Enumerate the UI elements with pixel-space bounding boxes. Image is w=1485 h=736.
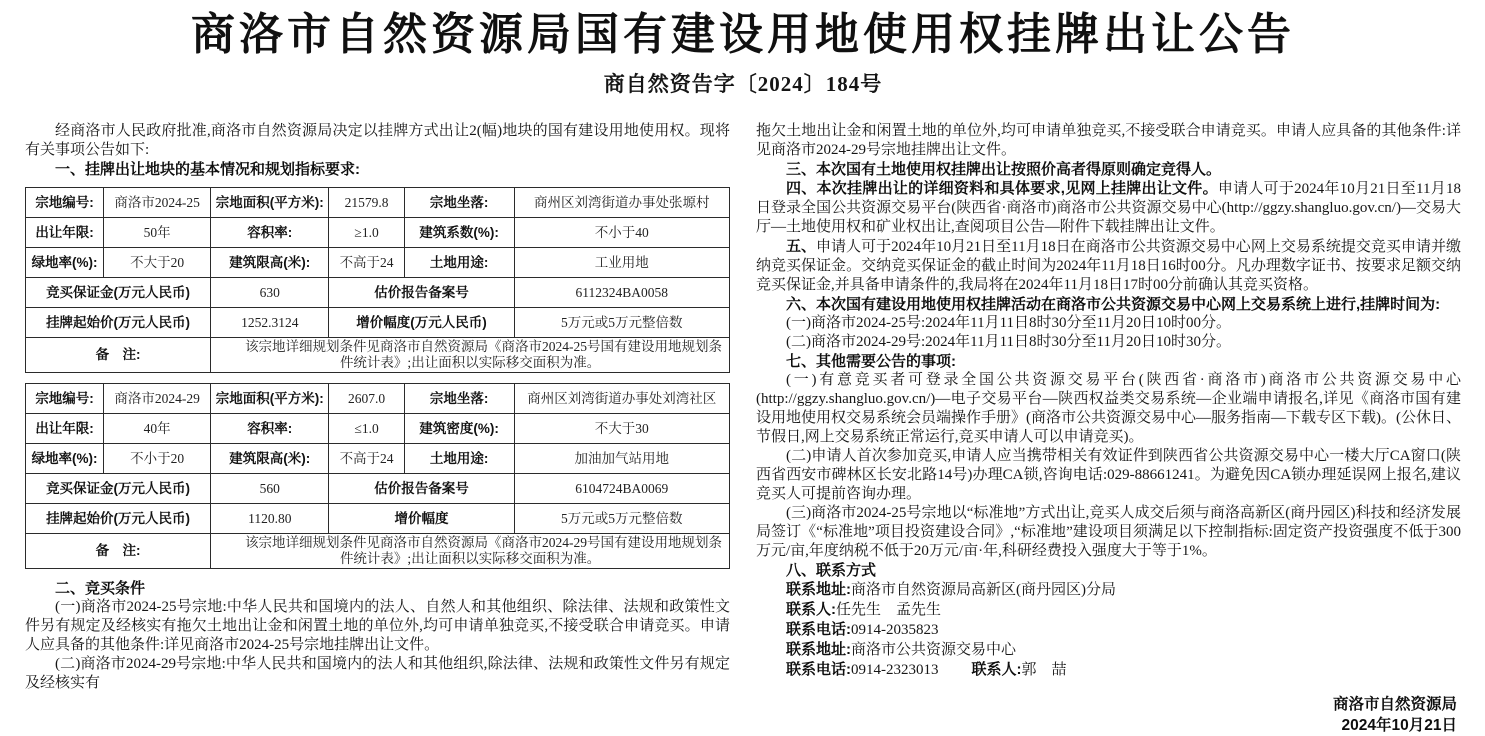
contact-value: 商洛市公共资源交易中心 (851, 642, 1017, 659)
field-label: 宗地编号: (26, 384, 104, 414)
field-value: ≤1.0 (329, 414, 404, 444)
field-value: ≥1.0 (329, 218, 404, 248)
section-7-heading: 七、其他需要公告的事项: (786, 353, 956, 371)
field-label: 竞买保证金(万元人民币) (26, 278, 211, 308)
section-7-item-1: (一)有意竞买者可登录全国公共资源交易平台(陕西省·商洛市)商洛市公共资源交易中心(http://ggzy.shangluo.gov.cn/)—电子交易平台—陕西权益类交易系统—企业端申请报名,详见《商洛市国有建设用地使用权交易系统会员端操作手册》(商洛市公共资源交易中心—服务指南—下载专区下载)。(公休日、节假日,网上交易系统正常运行,竞买申请人可以申请竞买)。 (756, 372, 1461, 446)
contact-label: 联系电话: (786, 621, 851, 639)
contact-label: 联系地址: (786, 641, 851, 659)
section-4-heading: 四、本次挂牌出让的详细资料和具体要求,见网上挂牌出让文件。 (786, 180, 1218, 198)
field-label: 绿地率(%): (26, 444, 104, 474)
field-label: 竞买保证金(万元人民币) (26, 474, 211, 504)
contact-line (786, 660, 1461, 680)
contact-line (786, 620, 1461, 640)
contact-label: 联系电话: (786, 661, 851, 679)
field-label: 宗地面积(平方米): (211, 384, 329, 414)
section-3-heading: 三、本次国有土地使用权挂牌出让按照价高者得原则确定竞得人。 (786, 161, 1222, 179)
contact-line (786, 600, 1461, 620)
section-7-item-3: (三)商洛市2024-25号宗地以“标准地”方式出让,竞买人成交后须与商洛高新区(商丹园区)科技和经济发展局签订《“标准地”项目投资建设合同》,“标准地”建设项目须满足以下控制指标:固定资产投资强度不低于300万元/亩,年度纳税不低于20万元/亩·年,科研经费投入强度大于等于1%。 (756, 505, 1461, 560)
field-label: 出让年限: (26, 414, 104, 444)
field-value: 1120.80 (211, 504, 329, 534)
section-1-heading: 一、挂牌出让地块的基本情况和规划指标要求: (55, 161, 360, 179)
section-5-text: 申请人可于2024年10月21日至11月18日在商洛市公共资源交易中心网上交易系统提交竞买申请并缴纳竞买保证金。交纳竞买保证金的截止时间为2024年11月18日16时00分。凡办理数字证书、按要求足额交纳竞买保证金,并具备申请条件的,我局将在2024年11月18日17时00分前确认其竞买资格。 (756, 239, 1461, 294)
field-value: 50年 (104, 218, 211, 248)
field-value: 不高于24 (329, 444, 404, 474)
field-value: 加油加气站用地 (514, 444, 729, 474)
section-2-item-2: (二)商洛市2024-29号宗地:中华人民共和国境内的法人和其他组织,除法律、法规和政策性文件另有规定及经核实有 (25, 656, 730, 692)
section-2-heading: 二、竞买条件 (55, 580, 146, 598)
field-value: 40年 (104, 414, 211, 444)
right-column (756, 122, 1461, 736)
field-label: 挂牌起始价(万元人民币) (26, 308, 211, 338)
field-label: 出让年限: (26, 218, 104, 248)
field-label: 土地用途: (404, 248, 514, 278)
section-6-heading: 六、本次国有建设用地使用权挂牌活动在商洛市公共资源交易中心网上交易系统上进行,挂牌时间为: (786, 296, 1441, 314)
field-value: 不大于30 (514, 414, 729, 444)
field-value: 5万元或5万元整倍数 (514, 308, 729, 338)
section-2-item-1: (一)商洛市2024-25号宗地:中华人民共和国境内的法人、自然人和其他组织、除法律、法规和政策性文件另有规定及经核实有拖欠土地出让金和闲置土地的单位外,均可申请单独竞买,不接受联合申请竞买。申请人应具备的其他条件:详见商洛市2024-25号宗地挂牌出让文件。 (25, 599, 730, 654)
parcel-table-2024-25 (25, 187, 730, 373)
field-value: 5万元或5万元整倍数 (514, 504, 729, 534)
field-label: 估价报告备案号 (329, 474, 514, 504)
field-label: 容积率: (211, 414, 329, 444)
field-value: 不小于40 (514, 218, 729, 248)
field-label: 宗地坐落: (404, 188, 514, 218)
field-value: 工业用地 (514, 248, 729, 278)
field-label: 增价幅度 (329, 504, 514, 534)
continuation-paragraph: 拖欠土地出让金和闲置土地的单位外,均可申请单独竞买,不接受联合申请竞买。申请人应具备的其他条件:详见商洛市2024-29号宗地挂牌出让文件。 (756, 123, 1461, 159)
field-label: 宗地坐落: (404, 384, 514, 414)
section-5-number: 五、 (786, 238, 817, 256)
signature-block (756, 694, 1461, 736)
field-value: 6104724BA0069 (514, 474, 729, 504)
contact-value: 0914-2035823 (851, 622, 939, 639)
table-row (26, 384, 730, 414)
field-value: 商洛市2024-25 (104, 188, 211, 218)
field-value: 不大于20 (104, 248, 211, 278)
parcel-table-2024-29 (25, 383, 730, 569)
table-row (26, 278, 730, 308)
field-label: 绿地率(%): (26, 248, 104, 278)
field-label: 建筑系数(%): (404, 218, 514, 248)
field-label: 建筑密度(%): (404, 414, 514, 444)
field-value: 商州区刘湾街道办事处张塬村 (514, 188, 729, 218)
intro-paragraph: 经商洛市人民政府批准,商洛市自然资源局决定以挂牌方式出让2(幅)地块的国有建设用地使用权。现将有关事项公告如下: (25, 123, 730, 159)
contact-label: 联系地址: (786, 581, 851, 599)
field-value: 不小于20 (104, 444, 211, 474)
two-column-body (25, 122, 1461, 736)
field-label: 土地用途: (404, 444, 514, 474)
signature-org: 商洛市自然资源局 (1332, 696, 1457, 714)
field-value: 商洛市2024-29 (104, 384, 211, 414)
remark-text: 该宗地详细规划条件见商洛市自然资源局《商洛市2024-29号国有建设用地规划条件统计表》;出让面积以实际移交面积为准。 (211, 534, 730, 569)
table-row (26, 534, 730, 569)
field-label: 宗地面积(平方米): (211, 188, 329, 218)
section-4-paragraph (756, 179, 1461, 237)
field-value: 21579.8 (329, 188, 404, 218)
field-label: 增价幅度(万元人民币) (329, 308, 514, 338)
field-value: 2607.0 (329, 384, 404, 414)
field-label: 建筑限高(米): (211, 248, 329, 278)
section-7-item-2: (二)申请人首次参加竞买,申请人应当携带相关有效证件到陕西省公共资源交易中心一楼大厅CA窗口(陕西省西安市碑林区长安北路14号)办理CA锁,咨询电话:029-88661241。为避免因CA锁办理延误网上报名,建议竞买人可提前咨询办理。 (756, 448, 1461, 503)
field-value: 1252.3124 (211, 308, 329, 338)
signature-date: 2024年10月21日 (1341, 717, 1457, 735)
contact-value: 郭 喆 (1021, 662, 1067, 679)
table-row (26, 308, 730, 338)
section-4-text: 申请人可于2024年10月21日至11月18日登录全国公共资源交易平台(陕西省·商洛市)商洛市公共资源交易中心(http://ggzy.shangluo.gov.cn/)—交易大厅—土地使用权和矿业权出让,查阅项目公告—附件下载挂牌出让文件。 (756, 181, 1461, 236)
remark-label: 备 注: (26, 338, 211, 373)
contact-line (786, 640, 1461, 660)
contact-label: 联系人: (971, 661, 1022, 679)
contact-value: 0914-2323013 (851, 662, 939, 679)
section-8-heading: 八、联系方式 (786, 562, 877, 580)
table-row (26, 504, 730, 534)
table-row (26, 414, 730, 444)
field-label: 宗地编号: (26, 188, 104, 218)
table-row (26, 444, 730, 474)
field-value: 630 (211, 278, 329, 308)
remark-text: 该宗地详细规划条件见商洛市自然资源局《商洛市2024-25号国有建设用地规划条件统计表》;出让面积以实际移交面积为准。 (211, 338, 730, 373)
left-column (25, 122, 730, 736)
contact-value: 任先生 孟先生 (836, 602, 942, 619)
section-5-paragraph (756, 237, 1461, 295)
field-value: 6112324BA0058 (514, 278, 729, 308)
field-value: 不高于24 (329, 248, 404, 278)
contact-section (786, 580, 1461, 680)
section-6-item-1: (一)商洛市2024-25号:2024年11月11日8时30分至11月20日10时00分。 (786, 315, 1231, 332)
document-number: 商自然资告字〔2024〕184号 (603, 72, 883, 97)
table-row (26, 188, 730, 218)
field-value: 商州区刘湾街道办事处刘湾社区 (514, 384, 729, 414)
field-label: 建筑限高(米): (211, 444, 329, 474)
table-row (26, 248, 730, 278)
field-label: 估价报告备案号 (329, 278, 514, 308)
field-label: 容积率: (211, 218, 329, 248)
table-row (26, 218, 730, 248)
page-title: 商洛市自然资源局国有建设用地使用权挂牌出让公告 (191, 10, 1295, 59)
field-value: 560 (211, 474, 329, 504)
contact-label: 联系人: (786, 601, 836, 619)
remark-label: 备 注: (26, 534, 211, 569)
contact-line (786, 580, 1461, 600)
section-6-item-2: (二)商洛市2024-29号:2024年11月11日8时30分至11月20日10时30分。 (786, 334, 1231, 351)
contact-value: 商洛市自然资源局高新区(商丹园区)分局 (851, 582, 1116, 599)
table-row (26, 338, 730, 373)
table-row (26, 474, 730, 504)
field-label: 挂牌起始价(万元人民币) (26, 504, 211, 534)
